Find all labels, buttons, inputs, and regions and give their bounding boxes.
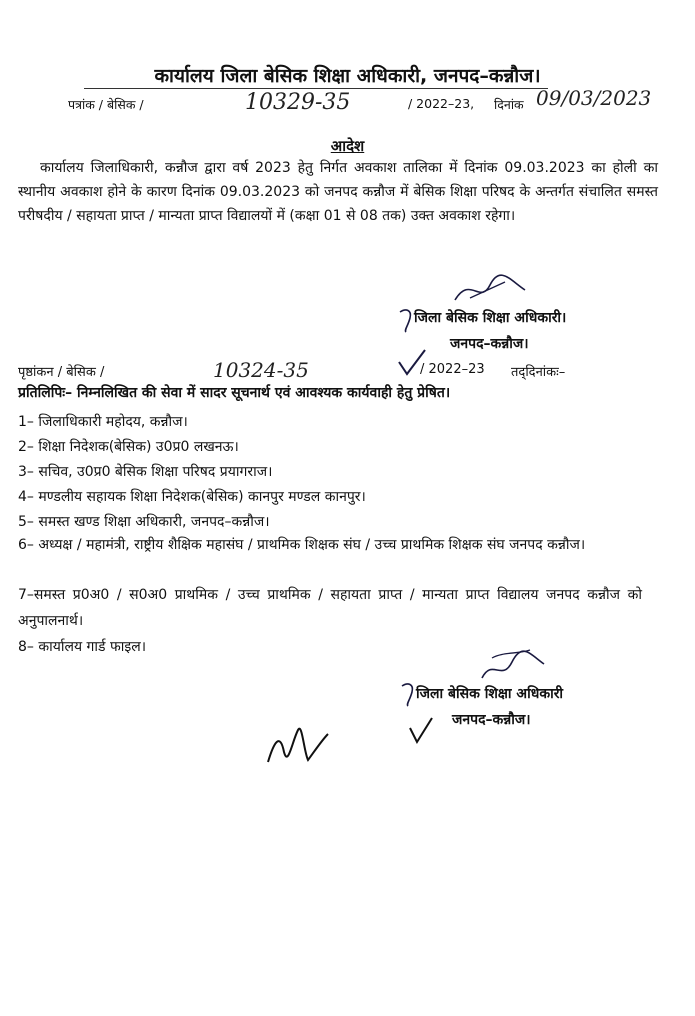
handwritten-initials — [262, 712, 332, 772]
endorsement-prefix: पृष्ठांकन / बेसिक / — [18, 365, 105, 380]
signature-2 — [478, 648, 548, 688]
copy-intro: निम्नलिखित की सेवा में सादर सूचनार्थ एवं आवश्यक कार्यवाही हेतु प्रेषित। — [76, 385, 451, 401]
copy-label: प्रतिलिपिः– — [18, 385, 73, 401]
office-title: कार्यालय जिला बेसिक शिक्षा अधिकारी, जनपद–कन्नौज। — [154, 65, 541, 87]
endorsement-number-handwritten: 10324-35 — [213, 358, 309, 382]
date-handwritten: 09/03/2023 — [536, 86, 652, 110]
list-item: 8– कार्यालय गार्ड फाइल। — [18, 639, 147, 655]
ref-number-handwritten: 10329-35 — [245, 90, 351, 115]
endorsement-date-label: तद्‌दिनांकः– — [511, 365, 566, 380]
endorsement-year: / 2022–23 — [420, 362, 485, 377]
list-item: 3– सचिव, उ0प्र0 बेसिक शिक्षा परिषद प्रयागराज। — [18, 464, 273, 480]
ref-prefix: पत्रांक / बेसिक / — [68, 97, 144, 112]
date-label: दिनांक — [494, 97, 524, 112]
copy-intro-line — [18, 380, 450, 406]
list-item: 2– शिक्षा निदेशक(बेसिक) उ0प्र0 लखनऊ। — [18, 439, 239, 455]
tick-mark-2 — [408, 716, 434, 746]
list-item: 4– मण्डलीय सहायक शिक्षा निदेशक(बेसिक) कानपुर मण्डल कानपुर। — [18, 489, 366, 505]
ref-year: / 2022–23, — [408, 96, 475, 111]
signature-1 — [450, 270, 530, 310]
order-heading: आदेश — [330, 137, 365, 155]
signature-1-place: जनपद–कन्नौज। — [450, 336, 529, 352]
order-paragraph — [18, 156, 658, 228]
list-item: 1– जिलाधिकारी महोदय, कन्नौज। — [18, 414, 188, 430]
signature-2-designation: जिला बेसिक शिक्षा अधिकारी — [416, 686, 564, 702]
order-paragraph-text: कार्यालय जिलाधिकारी, कन्नौज द्वारा वर्ष 2023 हेतु निर्गत अवकाश तालिका में दिनांक 09.03.2023 का होली का स्थानीय अवकाश होने के कारण दिनांक 09.03.2023 को जनपद कन्नौज में बेसिक शिक्षा परिषद के अन्तर्गत संचालित समस्त परीषदीय / सहायता प्राप्त / मान्यता प्राप्त विद्यालयों में (कक्षा 01 से 08 तक) उक्त अवकाश रहेगा। — [18, 160, 658, 224]
signature-2-place: जनपद–कन्नौज। — [452, 712, 531, 728]
signature-1-designation: जिला बेसिक शिक्षा अधिकारी। — [414, 310, 567, 326]
list-item: 5– समस्त खण्ड शिक्षा अधिकारी, जनपद–कन्नौज। — [18, 514, 270, 530]
list-item: 7–समस्त प्र0अ0 / स0अ0 प्राथमिक / उच्च प्राथमिक / सहायता प्राप्त / मान्यता प्राप्त विद्यालय जनपद कन्नौज को अनुपालनार्थ। — [18, 587, 642, 629]
title-underline — [84, 88, 548, 89]
list-item: 6– अध्यक्ष / महामंत्री, राष्ट्रीय शैक्षिक महासंघ / प्राथमिक शिक्षक संघ / उच्च प्राथमिक शिक्षक संघ जनपद कन्नौज। — [18, 537, 586, 553]
